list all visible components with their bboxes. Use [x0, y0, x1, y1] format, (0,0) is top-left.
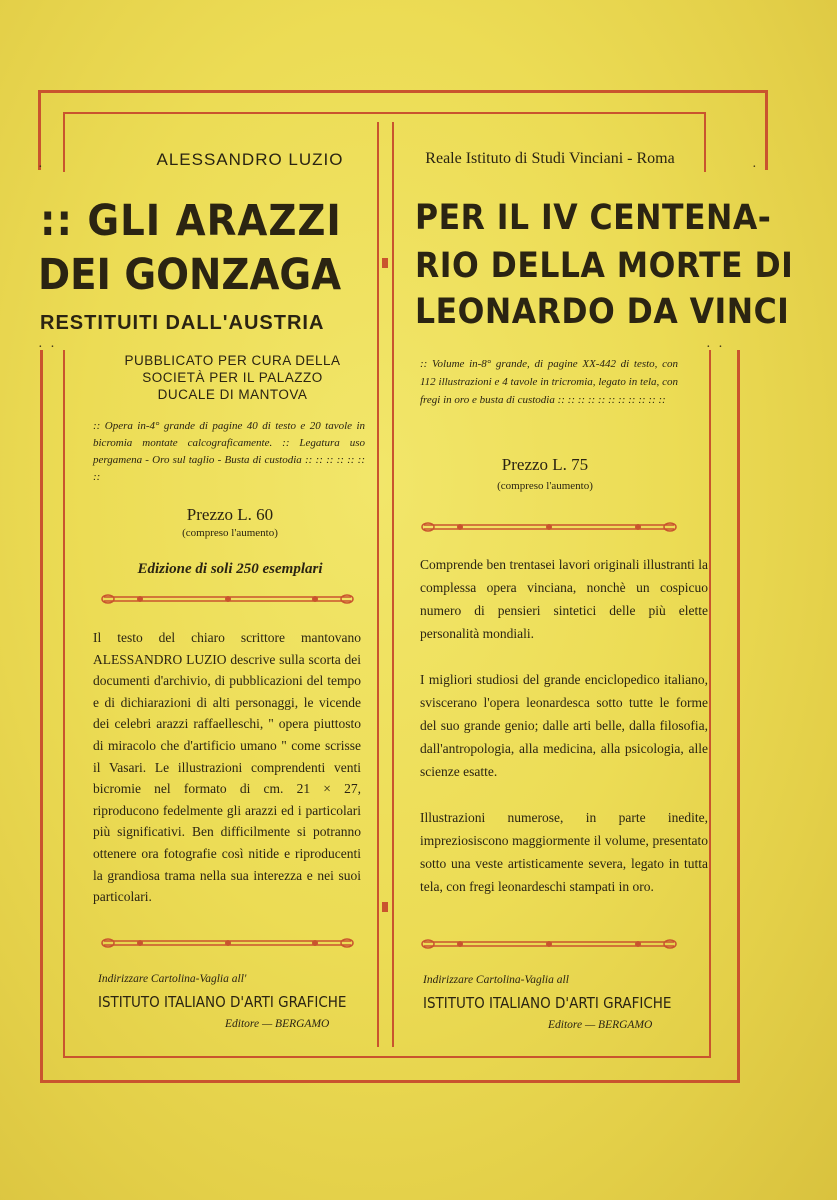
- right-order-note: Indirizzare Cartolina-Vaglia all: [423, 974, 569, 986]
- right-institute: ISTITUTO ITALIANO D'ARTI GRAFICHE: [423, 994, 672, 1012]
- left-ornament-divider-1: [100, 593, 355, 605]
- left-institute: ISTITUTO ITALIANO D'ARTI GRAFICHE: [98, 993, 347, 1011]
- right-body-paragraph-1: Comprende ben trentasei lavori originali illustranti la complessa opera vinciana, nonchè un cospicuo numero di pensieri sintetici delle più elette personalità mondiali.: [420, 557, 708, 641]
- right-ornament-divider-2: [420, 938, 678, 950]
- outer-border-right: [765, 90, 768, 170]
- right-editor: Editore — BERGAMO: [548, 1019, 653, 1031]
- inner-border-right-bottom: [709, 350, 711, 1058]
- corner-dots-left: · ·: [38, 340, 57, 355]
- right-title-line1: PER IL IV CENTENA-: [415, 198, 772, 238]
- center-rule-left: [377, 122, 379, 1047]
- left-author: ALESSANDRO LUZIO: [156, 150, 344, 169]
- left-title-line2: DEI GONZAGA: [38, 250, 342, 300]
- outer-border-left: [38, 90, 41, 170]
- right-title-line2: RIO DELLA MORTE DI: [415, 246, 794, 286]
- left-subtitle: RESTITUITI DALL'AUSTRIA: [40, 312, 325, 334]
- right-body-paragraph-2: I migliori studiosi del grande enciclopedico italiano, sviscerano l'opera leonardesca sotto tutte le forme del suo grande genio; dalle arti belle, dalla filosofia, dall'antropologia, alla medicina, alla psicologia, alle scienze esatte.: [420, 672, 708, 779]
- right-title-line3: LEONARDO DA VINCI: [415, 292, 790, 332]
- inner-border-top: [63, 112, 706, 114]
- corner-dots-top-right: ·: [752, 160, 759, 175]
- right-ornament-divider-1: [420, 521, 678, 533]
- left-body: Il testo del chiaro scrittore mantovano ALESSANDRO LUZIO descrive sulla scorta dei documenti d'archivio, di pubblicazioni del tempo e di dichiarazioni di alti personaggi, le vicende dei celebri arazzi raffaelleschi, " opera piuttosto di miracolo che d'artificio umano " come scrisse il Vasari. Le illustrazioni comprendenti venti bicromie nel formato di cm. 21 × 27, riproducono fedelmente gli arazzi ed i particolari più significativi. Ben difficilmente si potranno ottenere ora fotografie così nitide e riproducenti la grandiosa trama nella sua interezza e nei suoi particolari.: [93, 630, 361, 905]
- right-price-note: (compreso l'aumento): [497, 480, 593, 492]
- inner-border-left-top: [63, 112, 65, 172]
- outer-border-bottom: [40, 1080, 740, 1083]
- right-body-paragraph-3: Illustrazioni numerose, in parte inedite, impreziosiscono maggiormente il volume, presentato sotto una veste artisticamente severa, legato in tutta tela, con fregi leonardeschi stampati in oro.: [420, 810, 708, 894]
- left-publisher-note: PUBBLICATO PER CURA DELLA SOCIETÀ PER IL PALAZZO DUCALE DI MANTOVA: [124, 353, 341, 402]
- left-order-note: Indirizzare Cartolina-Vaglia all': [98, 973, 247, 985]
- left-price: Prezzo L. 60: [186, 505, 274, 524]
- left-title-line1: :: GLI ARAZZI: [40, 196, 342, 246]
- outer-border-right-bottom: [737, 350, 740, 1083]
- right-specs: :: Volume in-8° grande, di pagine XX-442 di testo, con 112 illustrazioni e 4 tavole in tricromia, legato in tela, con fregi in oro e busta di custodia :: :: :: :: :: :: :: :: :: :: ::: [420, 358, 678, 406]
- corner-dots-right: · ·: [706, 340, 725, 355]
- outer-border-top: [38, 90, 768, 93]
- center-marker-bottom: [382, 902, 388, 912]
- inner-border-left-bottom: [63, 350, 65, 1058]
- right-price: Prezzo L. 75: [501, 455, 589, 474]
- left-edition: Edizione di soli 250 esemplari: [137, 561, 323, 577]
- inner-border-right-top: [704, 112, 706, 172]
- right-institution: Reale Istituto di Studi Vinciani - Roma: [425, 150, 675, 167]
- left-price-note: (compreso l'aumento): [182, 527, 278, 539]
- left-ornament-divider-2: [100, 937, 355, 949]
- outer-border-left-bottom: [40, 350, 43, 1083]
- center-rule-right: [392, 122, 394, 1047]
- center-marker-top: [382, 258, 388, 268]
- inner-border-bottom: [63, 1056, 711, 1058]
- left-specs: :: Opera in-4° grande di pagine 40 di testo e 20 tavole in bicromia montate calcograficamente. :: Legatura uso pergamena - Oro sul taglio - Busta di custodia :: :: :: :: :: :: ::: [93, 420, 365, 483]
- corner-dots-top-left: ·: [38, 160, 45, 175]
- left-editor: Editore — BERGAMO: [225, 1018, 330, 1030]
